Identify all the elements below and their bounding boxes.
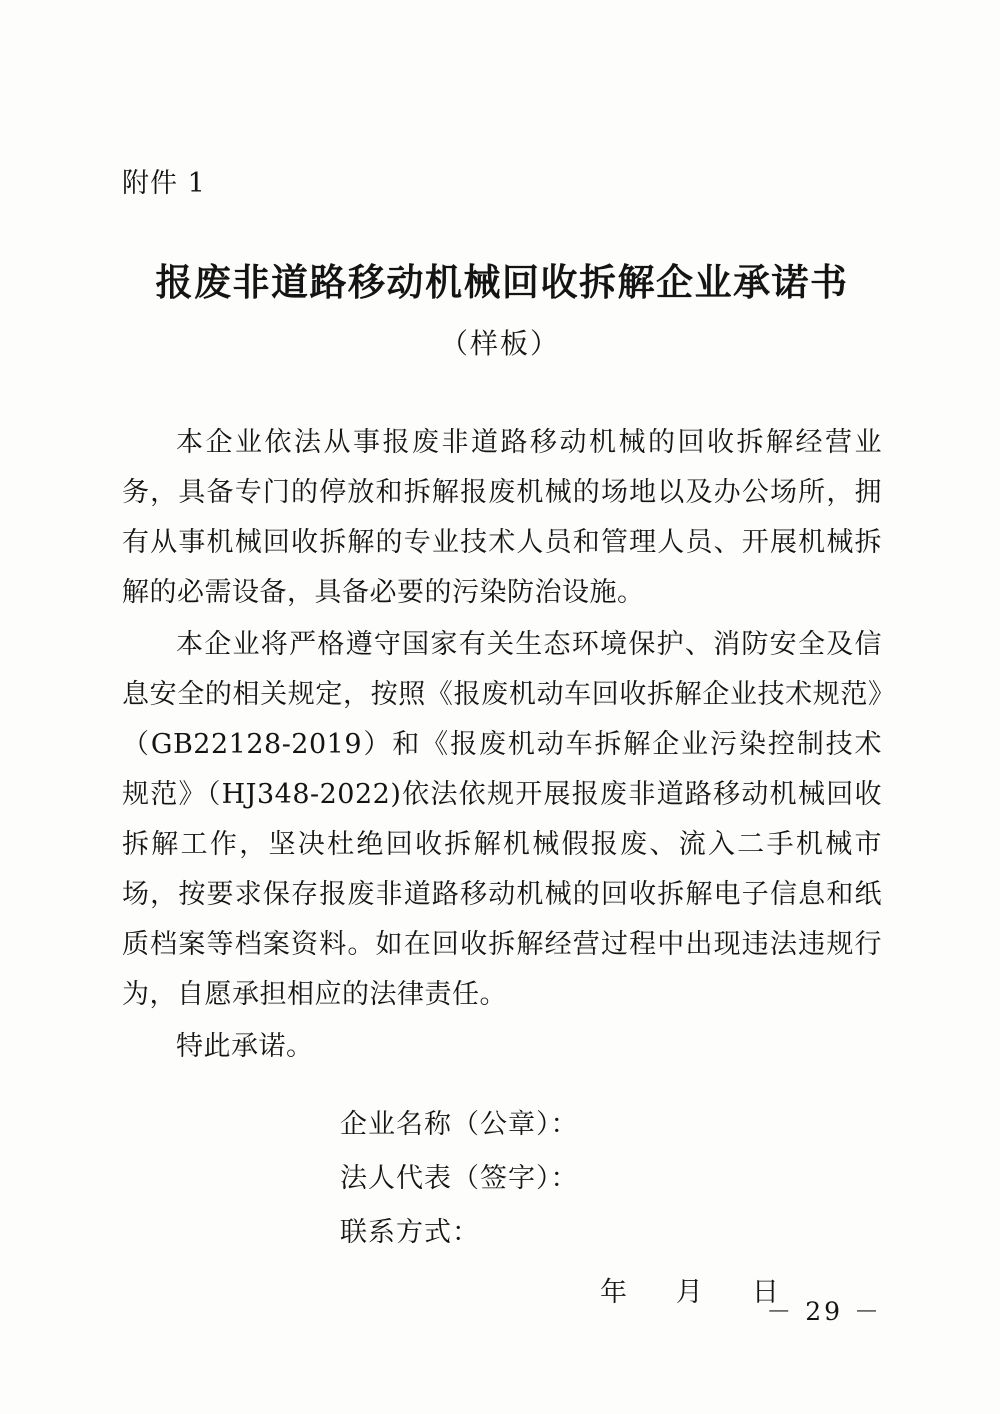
page-number: － 29 － [766,1297,882,1326]
document-content [122,168,882,1318]
date-line: 年 月 日 [600,1277,780,1309]
paragraph: 特此承诺。 [176,1031,314,1063]
company-name-line: 企业名称（公章）： [340,1109,579,1141]
document-body [122,418,882,1072]
page-title: 报废非道路移动机械回收拆解企业承诺书 [155,261,849,305]
signature-block [122,1100,882,1318]
legal-representative-line: 法人代表（签字）： [340,1163,579,1195]
attachment-label: 附件 1 [122,168,206,199]
contact-line: 联系方式： [340,1217,480,1249]
paragraph: 本企业依法从事报废非道路移动机械的回收拆解经营业务，具备专门的停放和拆解报废机械的场地以及办公场所，拥有从事机械回收拆解的专业技术人员和管理人员、开展机械拆解的必需设备，具备必要的污染防治设施。 [122,427,882,609]
document-subtitle: （样板） [439,327,560,361]
paragraph: 本企业将严格遵守国家有关生态环境保护、消防安全及信息安全的相关规定，按照《报废机动车回收拆解企业技术规范》（GB22128-2019）和《报废机动车拆解企业污染控制技术规范》（HJ348-2022)依法依规开展报废非道路移动机械回收拆解工作，坚决杜绝回收拆解机械假报废、流入二手机械市场，按要求保存报废非道路移动机械的回收拆解电子信息和纸质档案等档案资料。如在回收拆解经营过程中出现违法违规行为，自愿承担相应的法律责任。 [122,629,882,1011]
